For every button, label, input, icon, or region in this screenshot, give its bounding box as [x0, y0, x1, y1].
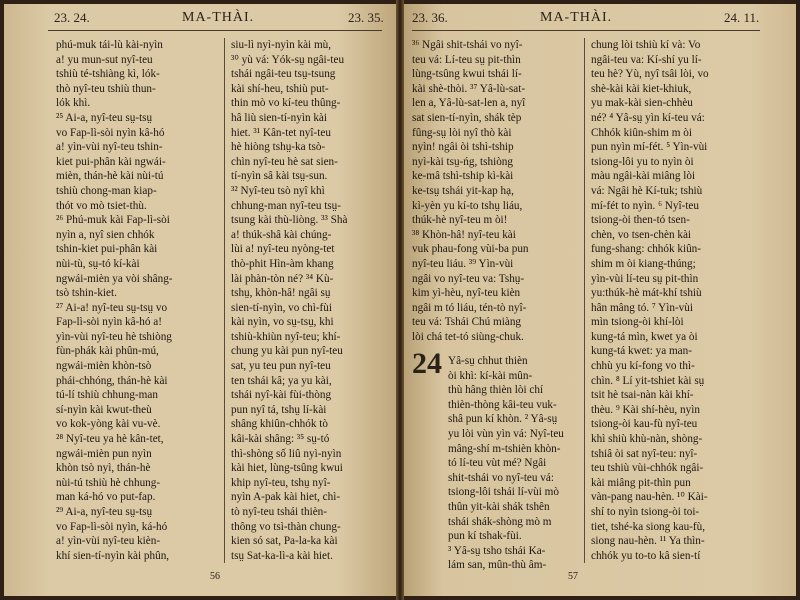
text-line: thì-shòng số liû nyì-nyìn: [231, 447, 342, 460]
header-rule: [48, 30, 382, 31]
text-line: hè hiòng tshṳ-ka tsò-: [231, 141, 326, 154]
text-line: ngwái-mièn khòn-tsò: [56, 360, 152, 373]
text-line: tshái nyî-kài fùi-thòng: [231, 389, 332, 402]
text-line: khip nyî-teu, tshṳ nyî-: [231, 476, 331, 489]
text-line: ²⁵ Ai-a, nyî-teu sṳ-tsṳ: [56, 111, 153, 124]
right-page: [404, 4, 796, 596]
text-line: tò nyî-teu tshái thièn-: [231, 506, 328, 518]
left-page-number: 56: [210, 571, 220, 582]
text-line: thò nyî-teu tshiù thun-: [56, 82, 156, 95]
text-line: kì-yèn yu kí-to tshṳ liáu,: [412, 199, 523, 212]
text-line: nùi-tú tshiù hè chhung-: [56, 476, 161, 489]
text-line: vo Fap-lì-sòi nyìn, ká-hó: [56, 520, 168, 533]
text-line: fûng-sṳ lòi nyî thò kài: [412, 126, 512, 139]
text-line: tiet, tshé-ka siong kau-fù,: [591, 520, 706, 533]
text-line: tí-nyìn sâ kài tsṳ-sun.: [231, 170, 328, 183]
text-line: ngâi-teu va: Kí-shí yu lí-: [591, 53, 702, 66]
text-line: tshiù té-tshiàng kì, lók-: [56, 68, 160, 81]
text-line: nyî-teu liáu. ³⁹ Yìn-vùi: [412, 257, 514, 270]
text-line: ³⁶ Ngâi shit-tshái vo nyî-: [412, 39, 523, 51]
book-spine: [396, 0, 404, 600]
text-line: tshṳ, khòn-hâ! ngâi sṳ: [231, 287, 331, 300]
text-line: Yâ-sṳ chhut thièn: [448, 355, 528, 367]
text-line: thièn-thòng kâi-teu vuk-: [448, 398, 557, 411]
text-line: sien-tí-nyìn, vo chì-fùi: [231, 301, 332, 314]
text-line: yìn-vùi nyî-teu hè tshiòng: [56, 330, 172, 343]
text-line: sí-nyìn kài kwut-theù: [56, 403, 152, 416]
left-header-verse-range-end: 23. 35.: [348, 10, 384, 25]
text-line: hâ liù sien-tí-nyìn kài: [231, 111, 328, 124]
text-line: lùi a! nyî-teu nyòng-tet: [231, 243, 335, 256]
text-line: ngwái-mièn pun nyìn: [56, 447, 152, 460]
text-line: tshiù-khiùn nyî-teu; khí-: [231, 330, 341, 343]
text-line: né? ⁴ Yâ-sṳ yìn kí-teu vá:: [591, 111, 705, 124]
text-line: a! yìn-vùi nyî-teu kièn-: [56, 535, 161, 548]
text-line: mâng-shí m-tshièn khòn-: [448, 442, 561, 455]
text-line: ²⁹ Ai-a, nyî-teu sṳ-tsṳ: [56, 506, 153, 518]
text-line: shâ pun kí khòn. ² Yâ-sṳ: [448, 413, 558, 426]
text-line: tshái ngâi-teu tsṳ-tsung: [231, 68, 336, 81]
text-line: lám san, mûn-thù âm-: [448, 559, 547, 572]
text-line: ³⁸ Khòn-hâ! nyî-teu kài: [412, 228, 516, 241]
text-line: teu vá: Tshái Chú miàng: [412, 316, 522, 329]
text-line: vo kok-yòng kài vu-vè.: [56, 418, 161, 431]
text-line: ke-mâ tshì-tship kì-kài: [412, 170, 514, 183]
text-line: nùi-tù, sṳ-tó kí-kài: [56, 257, 140, 270]
text-line: ²⁶ Phú-muk kài Fap-lì-sòi: [56, 214, 170, 227]
text-line: òi khì: kí-kài mûn-: [448, 369, 533, 382]
text-line: tsṳ Sat-ka-lì-a kài hiet.: [231, 549, 333, 562]
text-line: yìn-vùi lí-teu sṳ pit-thìn: [591, 272, 699, 285]
text-line: màu ngâi-kài miâng lòi: [591, 170, 696, 183]
text-line: chìn nyî-teu hè sat sien-: [231, 155, 338, 168]
text-line: vàn-pang nau-hèn. ¹⁰ Kài-: [591, 491, 708, 504]
text-line: tshin-kiet pui-phân kài: [56, 243, 158, 256]
text-line: tsiong-lôi tshái lí-vùi mò: [448, 486, 559, 499]
text-line: shè-kài kài kiet-khiuk,: [591, 82, 692, 95]
text-line: thûn yit-kài shák tshên: [448, 500, 550, 513]
left-page-header: [4, 10, 396, 28]
text-line: tshái shák-shòng mò m: [448, 515, 552, 528]
text-line: tsò tshin-kiet.: [56, 287, 117, 300]
text-line: chèn, vo tsen-chèn kài: [591, 228, 692, 241]
text-line: mìn tsiong-òi khí-lòi: [591, 316, 684, 329]
chapter-number: 24: [412, 347, 442, 380]
text-line: ten tshái kâ; ya yu kài,: [231, 374, 332, 387]
right-page-header: [404, 10, 796, 28]
text-line: mièn, thán-hè kài nùi-tú: [56, 170, 164, 183]
text-line: tó lí-teu vùt mé? Ngâi: [448, 457, 547, 470]
text-line: thù hâng thièn lòi chí: [448, 384, 544, 397]
text-line: yu:thúk-hè mát-khí tshiù: [591, 287, 702, 300]
text-line: kài nyìn, vo sṳ-tsṳ, khi: [231, 316, 334, 329]
text-line: tshiâ òi sat nyî-teu: nyî-: [591, 447, 698, 460]
text-line: khì shiù khù-nàn, shòng-: [591, 433, 703, 446]
text-line: pun nyìn mí-fét. ⁵ Yìn-vùi: [591, 141, 708, 154]
text-line: sat sien-tí-nyìn, shák tèp: [412, 111, 522, 124]
right-page-number: 57: [568, 571, 578, 582]
text-line: siong nau-hèn. ¹¹ Ya thìn-: [591, 535, 705, 548]
text-line: shit-tshái vo nyî-teu vá:: [448, 471, 554, 484]
text-line: vá: Ngâi hè Kí-tuk; tshiù: [591, 184, 703, 197]
text-line: ngwái-mièn ya vòi shâng-: [56, 272, 173, 285]
left-page-column-2: [224, 38, 395, 563]
text-line: teu vá: Lí-teu sṳ pit-thìn: [412, 53, 521, 66]
text-line: vuk phau-fong vùi-ba pun: [412, 243, 529, 256]
text-line: teu tshiù vùi-chhók ngâi-: [591, 462, 704, 475]
text-line: kài shè-thòi. ³⁷ Yâ-lù-sat-: [412, 82, 526, 95]
text-line: fùn-phák kài phûn-mú,: [56, 345, 159, 358]
text-line: lài phàn-tòn né? ³⁴ Kù-: [231, 272, 334, 285]
text-line: kim yì-hèu, nyî-teu kièn: [412, 287, 521, 300]
text-line: chhók yu to-to kâ sien-tí: [591, 549, 701, 562]
text-line: thông vo tsì-thàn chung-: [231, 520, 341, 533]
text-line: khòn tsò nyì, thán-hè: [56, 462, 151, 475]
text-line: kâi-kài shâng: ³⁵ sṳ-tó: [231, 433, 330, 446]
right-page-column-2: [584, 38, 757, 563]
text-line: thin mò vo kí-teu thûng-: [231, 97, 341, 110]
text-line: shim m òi kiang-thúng;: [591, 257, 696, 270]
right-page-column-1: [412, 38, 582, 344]
text-line: ³² Nyî-teu tsò nyî khì: [231, 184, 325, 197]
text-line: kung-tá kwet: ya man-: [591, 345, 692, 358]
text-line: phú-muk tái-lù kài-nyìn: [56, 39, 163, 51]
text-line: chhung-man nyî-teu tsṳ-: [231, 199, 341, 212]
text-line: shí to nyìn tsiong-òi toi-: [591, 506, 700, 518]
text-line: yu lòi vùn yìn vá: Nyî-teu: [448, 427, 564, 440]
text-line: pun nyî tá, tshṳ lí-kài: [231, 403, 327, 416]
text-line: tshiù chong-man kiap-: [56, 184, 157, 197]
text-line: len a, Yâ-lù-sat-len a, nyî: [412, 97, 526, 110]
left-header-verse-range-start: 23. 24.: [54, 10, 90, 25]
text-line: kài shí-heu, tshiù put-: [231, 82, 329, 95]
text-line: tsiong-òi then-tó tsen-: [591, 214, 690, 227]
text-line: ²⁷ Ai-a! nyî-teu sṳ-tsṳ vo: [56, 301, 168, 314]
text-line: ngâi vo nyî-teu va: Tshṳ-: [412, 272, 525, 285]
text-line: yu mak-kài sien-chhèu: [591, 97, 693, 110]
text-line: phái-chhóng, thán-hè kài: [56, 374, 168, 387]
text-line: tsiong-òi kau-fù nyî-teu: [591, 418, 698, 431]
text-line: nyì-kài tsṳ-ńg, tshiòng: [412, 155, 513, 168]
text-line: ³ Yâ-sṳ tsho tshái Ka-: [448, 544, 546, 557]
text-line: tsit hè tsai-nàn kài khí-: [591, 389, 694, 402]
text-line: tsung kài thù-liòng. ³³ Shà: [231, 214, 348, 227]
text-line: chung yu kài pun nyî-teu: [231, 345, 343, 358]
text-line: a! yìn-vùi nyî-teu tshin-: [56, 141, 163, 154]
text-line: thèu. ⁹ Kài shí-hèu, nyìn: [591, 403, 700, 416]
text-line: a! yu mun-sut nyî-teu: [56, 53, 153, 66]
text-line: sat, yu teu pun nyî-teu: [231, 360, 331, 373]
text-line: ngâi m tó liáu, tén-tò nyî-: [412, 301, 527, 314]
text-line: thò-phit Hìn-àm khang: [231, 257, 334, 270]
text-line: lók khì.: [56, 97, 91, 110]
text-line: khí sien-tí-nyìn kài phûn,: [56, 549, 170, 562]
text-line: hân mâng tó. ⁷ Yìn-vùi: [591, 301, 693, 314]
right-header-title: MA-THÀI.: [540, 10, 613, 25]
text-line: ³⁰ yù vá: Yók-sṳ ngâi-teu: [231, 53, 345, 66]
text-line: chhù yu kí-fong vo thì-: [591, 360, 695, 373]
header-rule: [412, 30, 760, 31]
text-line: kài miâng pit-thìn pun: [591, 476, 691, 489]
text-line: tsiong-lôi yu to nyìn òi: [591, 155, 694, 168]
text-line: chung lòi tshiù kí và: Vo: [591, 39, 701, 51]
right-page-column-1-chapter-text: [448, 354, 582, 573]
text-line: kiet pui-phân kài ngwái-: [56, 155, 166, 168]
text-line: chìn. ⁸ Lí yit-tshiet kài sṳ: [591, 374, 705, 387]
text-line: kien só sat, Pa-la-ka kài: [231, 535, 338, 548]
text-line: teu hè? Yù, nyî tsâi lòi, vo: [591, 68, 709, 81]
text-line: hiet. ³¹ Kân-tet nyî-teu: [231, 126, 331, 139]
text-line: ²⁸ Nyî-teu ya hè kân-tet,: [56, 433, 164, 446]
text-line: kài hiet, lùng-tsûng kwui: [231, 462, 343, 475]
text-line: mí-fét to nyìn. ⁶ Nyî-teu: [591, 199, 699, 212]
text-line: tú-lí tshiù chhung-man: [56, 389, 158, 402]
right-header-verse-range-end: 24. 11.: [724, 10, 760, 25]
text-line: nyìn A-pak kài hiet, chì-: [231, 491, 341, 504]
text-line: nyìn! ngâi òi tshì-tship: [412, 141, 514, 154]
text-line: lòi chá tet-tó siùng-chuk.: [412, 330, 524, 343]
left-page: [4, 4, 396, 596]
text-line: thót vo mò tsiet-thù.: [56, 199, 147, 212]
text-line: kung-tá mìn, kwet ya òi: [591, 330, 698, 343]
text-line: Fap-lì-sòi nyìn kâ-hó a!: [56, 316, 162, 329]
text-line: vo Fap-lì-sòi nyìn kâ-hó: [56, 126, 165, 139]
text-line: fung-shang: chhók kiûn-: [591, 243, 701, 256]
text-line: pun kí tshak-fùi.: [448, 530, 522, 543]
left-header-title: MA-THÀI.: [182, 10, 255, 25]
text-line: siu-lì nyì-nyìn kài mù,: [231, 39, 332, 51]
text-line: ke-tsṳ tshái yit-kap hạ,: [412, 184, 514, 197]
text-line: nyìn a, nyî sien chhók: [56, 228, 155, 241]
text-line: lùng-tsûng kwui tshái lí-: [412, 68, 522, 81]
text-line: Chhók kiûn-shim m òi: [591, 126, 693, 139]
text-line: a! thúk-shâ kài chúng-: [231, 228, 332, 241]
text-line: shâng khiûn-chhók tò: [231, 418, 328, 431]
right-header-verse-range-start: 23. 36.: [412, 10, 448, 25]
text-line: man ká-hó vo put-fap.: [56, 491, 156, 504]
left-page-column-1: [56, 38, 220, 563]
text-line: thúk-hè nyî-teu m òi!: [412, 214, 508, 227]
